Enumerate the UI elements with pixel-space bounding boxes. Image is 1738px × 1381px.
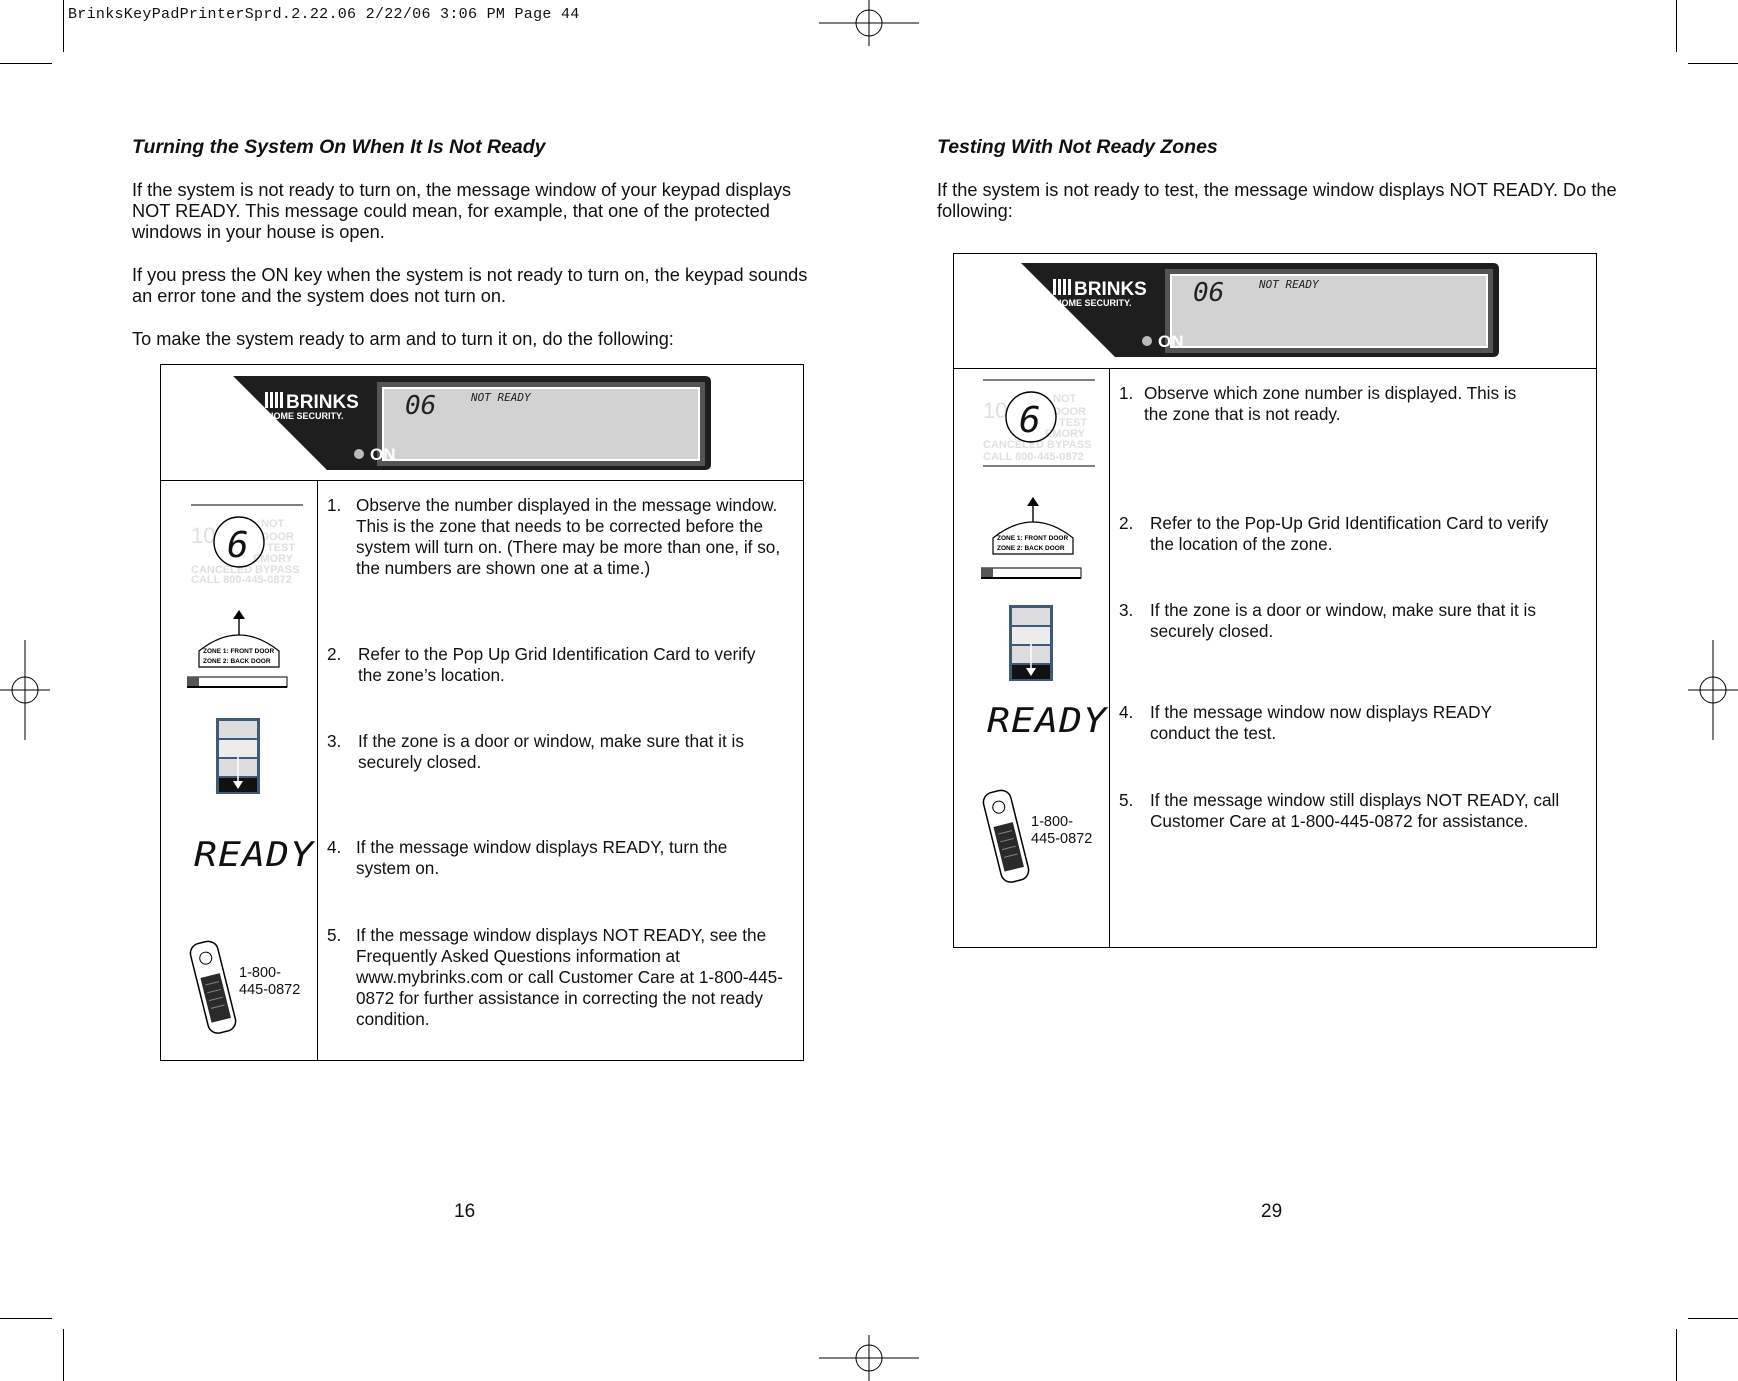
ready-display-text: READY [194,835,315,875]
step-item [327,837,797,879]
table-divider [317,481,318,1060]
svg-text:DOOR: DOOR [1053,406,1086,418]
svg-text:TEST: TEST [1059,417,1088,429]
registration-mark-icon [819,1335,919,1381]
phone-number-label: 1-800- 445-0872 [1031,814,1093,847]
svg-text:ZONE 1: FRONT DOOR: ZONE 1: FRONT DOOR [203,648,275,655]
intro-paragraph: If you press the ON key when the system is not ready to turn on, the keypad sounds an error tone and the system does not turn on. [132,265,808,306]
svg-text:ZONE 2: BACK DOOR: ZONE 2: BACK DOOR [997,545,1065,552]
step-text: Observe which zone number is displayed. This is the zone that is not ready. [1144,383,1517,424]
crop-mark [1676,1329,1677,1381]
phone-icon [189,937,239,1037]
keypad-illustration [1019,259,1499,361]
phone-icon [982,786,1032,886]
keypad-illustration [231,372,711,474]
crop-mark [63,0,64,52]
svg-text:EMORY: EMORY [1045,428,1085,440]
step-text: If the message window displays READY, turn the system on. [356,837,728,878]
svg-text:CALL 800-445-0872: CALL 800-445-0872 [983,451,1084,463]
registration-mark-icon [0,640,50,740]
crop-mark [63,1329,64,1381]
instruction-table [953,253,1597,948]
table-divider [161,480,803,481]
popup-card-illustration [187,609,297,689]
zone-panel-illustration [191,503,306,583]
step-text: If the zone is a door or window, make sure that it is securely closed. [1150,600,1536,641]
registration-mark-icon [819,0,919,46]
brand-logo: BRINKS [286,392,359,413]
step-item [1119,383,1589,425]
intro-paragraph: If the system is not ready to turn on, the message window of your keypad displays NOT READY. This message could mean, for example, that one of the protected windows in your house is open. [132,180,792,242]
step-text: If the zone is a door or window, make sure that it is securely closed. [358,731,744,772]
intro-paragraph: If the system is not ready to test, the message window displays NOT READY. Do the following: [937,180,1617,221]
step-number: 3. [327,731,342,751]
on-key-label: ON [370,445,396,464]
lcd-zone-number: 06 [1193,278,1225,308]
step-number: 1. [1119,383,1134,403]
step-number: 3. [1119,600,1134,620]
ready-display-text: READY [987,701,1108,741]
step-item [327,495,797,601]
zone-panel-illustration [983,378,1098,468]
svg-text:CANCELED: CANCELED [983,439,1045,451]
popup-card-illustration [981,496,1091,580]
svg-text:NOT: NOT [1053,393,1077,405]
step-number: 4. [327,837,342,857]
instruction-table [160,364,804,1061]
window-illustration [215,717,263,797]
svg-text:ZONE 2: BACK DOOR: ZONE 2: BACK DOOR [203,658,271,665]
zone-digit: 6 [1019,400,1041,441]
svg-text:EMORY: EMORY [253,553,293,565]
table-divider [954,368,1596,369]
page-title: Turning the System On When It Is Not Ready [132,136,546,158]
phone-number-label: 1-800- 445-0872 [239,965,301,998]
svg-text:CALL 800-445-0872: CALL 800-445-0872 [191,574,292,583]
zone-digit: 6 [227,525,249,566]
lcd-zone-number: 06 [405,391,437,421]
svg-text:DOOR: DOOR [261,531,294,543]
step-item [327,925,797,1031]
brand-subtitle: HOME SECURITY. [1055,298,1132,308]
step-number: 1. [327,495,342,515]
page-number: 29 [1261,1201,1283,1222]
crop-mark [1688,63,1738,64]
svg-text:ZONE 1: FRONT DOOR: ZONE 1: FRONT DOOR [997,535,1069,542]
crop-mark [0,63,52,64]
svg-text:CANCELED: CANCELED [191,564,253,576]
table-divider [1109,369,1110,947]
lcd-status: NOT READY [471,391,531,404]
lcd-status: NOT READY [1259,278,1319,291]
svg-text:BYPASS: BYPASS [1047,439,1092,451]
step-text: If the message window displays NOT READY, see the Frequently Asked Questions information at www.mybrinks.com or call Customer Care at 1-800-445-0872 for further assistance in correcting the not ready condition. [356,925,783,1029]
step-item [1119,600,1589,642]
on-key-label: ON [1158,332,1184,351]
step-text: Observe the number displayed in the message window. This is the zone that needs to be corrected before the system will turn on. (There may be more than one, if so, the numbers are shown one at a time.) [356,495,781,578]
step-number: 2. [1119,513,1134,533]
crop-mark [1688,1318,1738,1319]
intro-paragraph: To make the system ready to arm and to turn it on, do the following: [132,329,674,349]
page-number: 16 [454,1201,476,1222]
step-number: 2. [327,644,342,664]
svg-text:TEST: TEST [267,542,296,554]
crop-mark [1676,0,1677,52]
step-item [327,731,797,773]
step-item [327,644,797,686]
svg-text:NOT: NOT [261,518,285,530]
brand-subtitle: HOME SECURITY. [267,411,344,421]
step-number: 4. [1119,702,1134,722]
step-item [1119,702,1589,744]
window-illustration [1008,604,1056,684]
step-text: Refer to the Pop-Up Grid Identification Card to verify the location of the zone. [1150,513,1549,554]
crop-mark [0,1318,52,1319]
registration-mark-icon [1688,640,1738,740]
page-title: Testing With Not Ready Zones [937,136,1218,158]
step-item [1119,513,1589,555]
brand-logo: BRINKS [1074,279,1147,300]
step-text: Refer to the Pop Up Grid Identification Card to verify the zone’s location. [358,644,756,685]
step-text: If the message window now displays READY conduct the test. [1150,702,1492,743]
svg-text:BYPASS: BYPASS [255,564,300,576]
step-number: 5. [327,925,342,945]
step-number: 5. [1119,790,1134,810]
svg-text:10: 10 [191,523,216,548]
svg-text:10: 10 [983,398,1008,423]
step-text: If the message window still displays NOT READY, call Customer Care at 1-800-445-0872 for assistance. [1150,790,1560,831]
print-slug: BrinksKeyPadPrinterSprd.2.22.06 2/22/06 3:06 PM Page 44 [68,6,580,23]
step-item [1119,790,1589,854]
